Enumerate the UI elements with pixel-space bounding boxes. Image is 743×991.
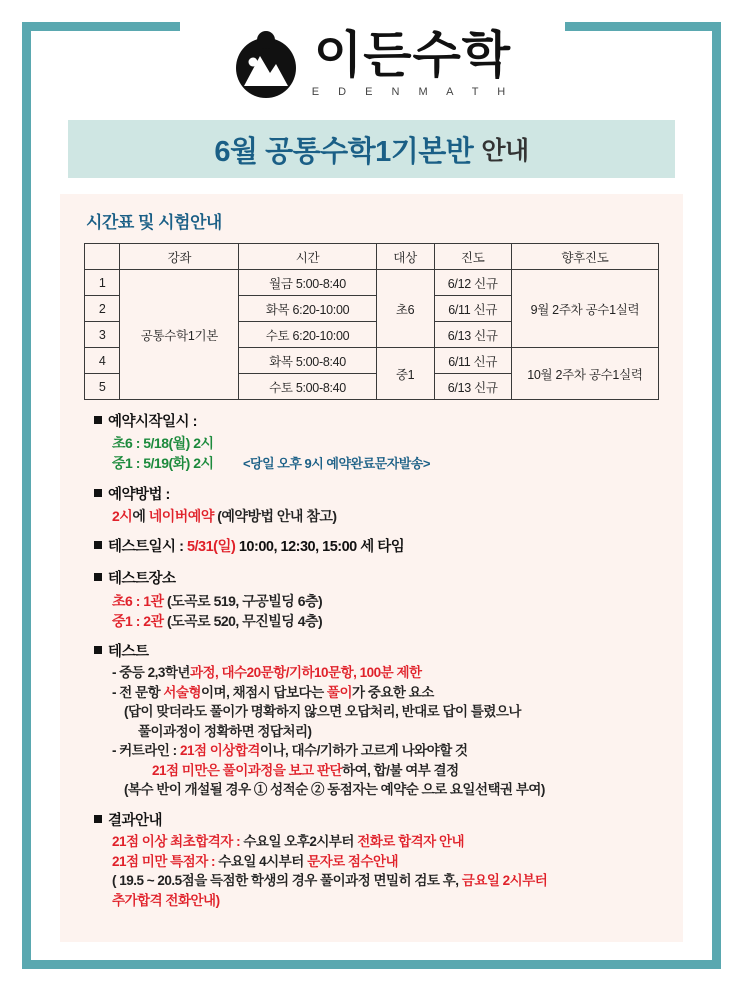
result-line3	[94, 871, 667, 891]
bullet-square-icon	[94, 815, 102, 823]
page-title-main: 6월 공통수학1기본반	[214, 135, 474, 168]
logo-text	[311, 27, 514, 98]
th-future: 향후진도	[511, 244, 658, 270]
cell-no: 5	[85, 374, 120, 400]
th-time: 시간	[239, 244, 376, 270]
page-title-sub: 안내	[481, 137, 529, 165]
test-line6-a: 21점 미만은 풀이과정을 보고 판단	[152, 762, 343, 778]
bullet-square-icon	[94, 541, 102, 549]
result-line1-c: 전화로 합격자 안내	[357, 834, 465, 850]
reserve-start-line2-row	[94, 453, 667, 474]
reserve-start-note: <당일 오후 9시 예약완료문자발송>	[242, 456, 430, 472]
reserve-start-line1: 초6 : 5/18(월) 2시	[112, 435, 214, 452]
cell-no: 4	[85, 348, 120, 374]
result-title-row	[94, 811, 667, 832]
test-place-line2-rest: (도곡로 520, 무진빌딩 4층)	[166, 612, 323, 629]
cell-progress: 6/11 신규	[434, 296, 511, 322]
bullet-square-icon	[94, 416, 102, 424]
bullet-square-icon	[94, 646, 102, 654]
test-line3: (답이 맞더라도 풀이가 명확하지 않으면 오답처리, 반대로 답이 틀렸으나	[124, 704, 521, 720]
reserve-method-highlight: 네이버예약	[148, 508, 214, 525]
reserve-method-rest: (예약방법 안내 참고)	[217, 508, 337, 525]
result-line2	[94, 852, 667, 872]
cell-time: 월금 5:00-8:40	[239, 270, 376, 296]
details-list	[76, 412, 667, 910]
test-place-title-row	[94, 569, 667, 590]
result-line2-c: 문자로 점수안내	[307, 853, 399, 869]
logo-korean-text: 이든수학	[313, 27, 512, 83]
th-course: 강좌	[120, 244, 239, 270]
test-date-date: 5/31(일)	[186, 539, 236, 556]
block-reserve-method	[94, 485, 667, 526]
cell-no: 2	[85, 296, 120, 322]
table-row	[85, 270, 659, 296]
cell-progress: 6/13 신규	[434, 322, 511, 348]
test-line1-b: 과정, 대수20문항/기하10문항, 100분 제한	[189, 665, 422, 681]
th-no	[85, 244, 120, 270]
test-line2-e: 가 중요한 요소	[352, 684, 434, 700]
test-line7: (복수 반이 개설될 경우 ① 성적순 ② 동점자는 예약순 으로 요일선택권 부여)	[124, 782, 545, 798]
test-date-row	[94, 537, 667, 558]
test-line2-c: 이며, 채점시 답보다는	[201, 684, 324, 700]
test-line6-b: 하여, 합/불 여부 결정	[342, 762, 459, 778]
test-line2-b: 서술형	[163, 684, 202, 700]
test-place-line1	[94, 591, 667, 611]
th-target: 대상	[376, 244, 434, 270]
logo-english-text: E D E N M A T H	[311, 86, 514, 98]
reserve-method-time: 2시	[112, 508, 133, 525]
test-line5-c: 이나, 대수/기하가 고르게 나와야할 것	[259, 743, 468, 759]
cell-time: 화목 6:20-10:00	[239, 296, 376, 322]
block-test-place	[94, 569, 667, 631]
cell-future-2: 10월 2주차 공수1실력	[511, 348, 658, 400]
test-place-line2-label: 중1 : 2관	[112, 612, 164, 629]
mountain-circle-icon	[230, 28, 302, 100]
test-line2-a: - 전 문항	[112, 684, 161, 700]
result-line1	[94, 832, 667, 852]
test-place-line1-label: 초6 : 1관	[112, 592, 164, 609]
th-progress: 진도	[434, 244, 511, 270]
test-title-row	[94, 642, 667, 663]
reserve-start-title-row	[94, 412, 667, 433]
test-line1	[94, 663, 667, 683]
result-line4: 추가합격 전화안내)	[112, 892, 220, 908]
result-line1-b: 수요일 오후2시부터	[243, 834, 354, 850]
reserve-start-line2: 중1 : 5/19(화) 2시	[112, 455, 214, 472]
cell-target-2: 중1	[376, 348, 434, 400]
timetable	[84, 243, 659, 400]
block-test	[94, 642, 667, 800]
cell-time: 화목 5:00-8:40	[239, 348, 376, 374]
cell-time: 수토 5:00-8:40	[239, 374, 376, 400]
test-line1-a: - 중등 2,3학년	[112, 665, 190, 681]
test-line6	[94, 761, 667, 781]
test-date-times: 10:00, 12:30, 15:00 세 타임	[238, 539, 405, 556]
test-title: 테스트	[108, 644, 149, 661]
reserve-method-title-row	[94, 485, 667, 506]
table-header-row	[85, 244, 659, 270]
content-card	[60, 194, 683, 942]
bullet-square-icon	[94, 489, 102, 497]
test-date-title: 테스트일시 :	[108, 539, 184, 556]
cell-course: 공통수학1기본	[120, 270, 239, 400]
reserve-method-line	[94, 506, 667, 526]
result-line3-b: 금요일 2시부터	[461, 873, 548, 889]
block-result	[94, 811, 667, 910]
test-place-line1-rest: (도곡로 519, 구공빌딩 6층)	[166, 592, 323, 609]
page-title	[68, 120, 675, 178]
logo-block	[0, 22, 743, 106]
reserve-method-title: 예약방법 :	[108, 487, 170, 504]
cell-no: 3	[85, 322, 120, 348]
block-reserve-start	[94, 412, 667, 474]
result-title: 결과안내	[108, 813, 163, 830]
cell-no: 1	[85, 270, 120, 296]
block-test-date	[94, 537, 667, 558]
test-line5-a: - 커트라인 :	[112, 743, 177, 759]
result-line1-a: 21점 이상 최초합격자 :	[112, 834, 241, 850]
test-line5	[94, 741, 667, 761]
cell-target-1: 초6	[376, 270, 434, 348]
reserve-method-time-suffix: 에	[132, 508, 146, 525]
reserve-start-title: 예약시작일시 :	[108, 414, 197, 430]
test-place-title: 테스트장소	[108, 571, 176, 588]
result-line2-b: 수요일 4시부터	[218, 853, 304, 869]
cell-future-1: 9월 2주차 공수1실력	[511, 270, 658, 348]
cell-time: 수토 6:20-10:00	[239, 322, 376, 348]
result-line2-a: 21점 미만 특점자 :	[112, 853, 216, 869]
test-line2	[94, 683, 667, 703]
test-line4: 풀이과정이 정확하면 정답처리)	[138, 723, 312, 739]
section-heading: 시간표 및 시험안내	[86, 213, 222, 232]
result-line3-a: ( 19.5 ~ 20.5점을 득점한 학생의 경우 풀이과정 면밀히 검토 후,	[112, 873, 459, 889]
cell-progress: 6/11 신규	[434, 348, 511, 374]
cell-progress: 6/13 신규	[434, 374, 511, 400]
cell-progress: 6/12 신규	[434, 270, 511, 296]
test-place-line2	[94, 611, 667, 631]
test-line2-d: 풀이	[326, 684, 352, 700]
bullet-square-icon	[94, 573, 102, 581]
test-line5-b: 21점 이상합격	[179, 743, 260, 759]
